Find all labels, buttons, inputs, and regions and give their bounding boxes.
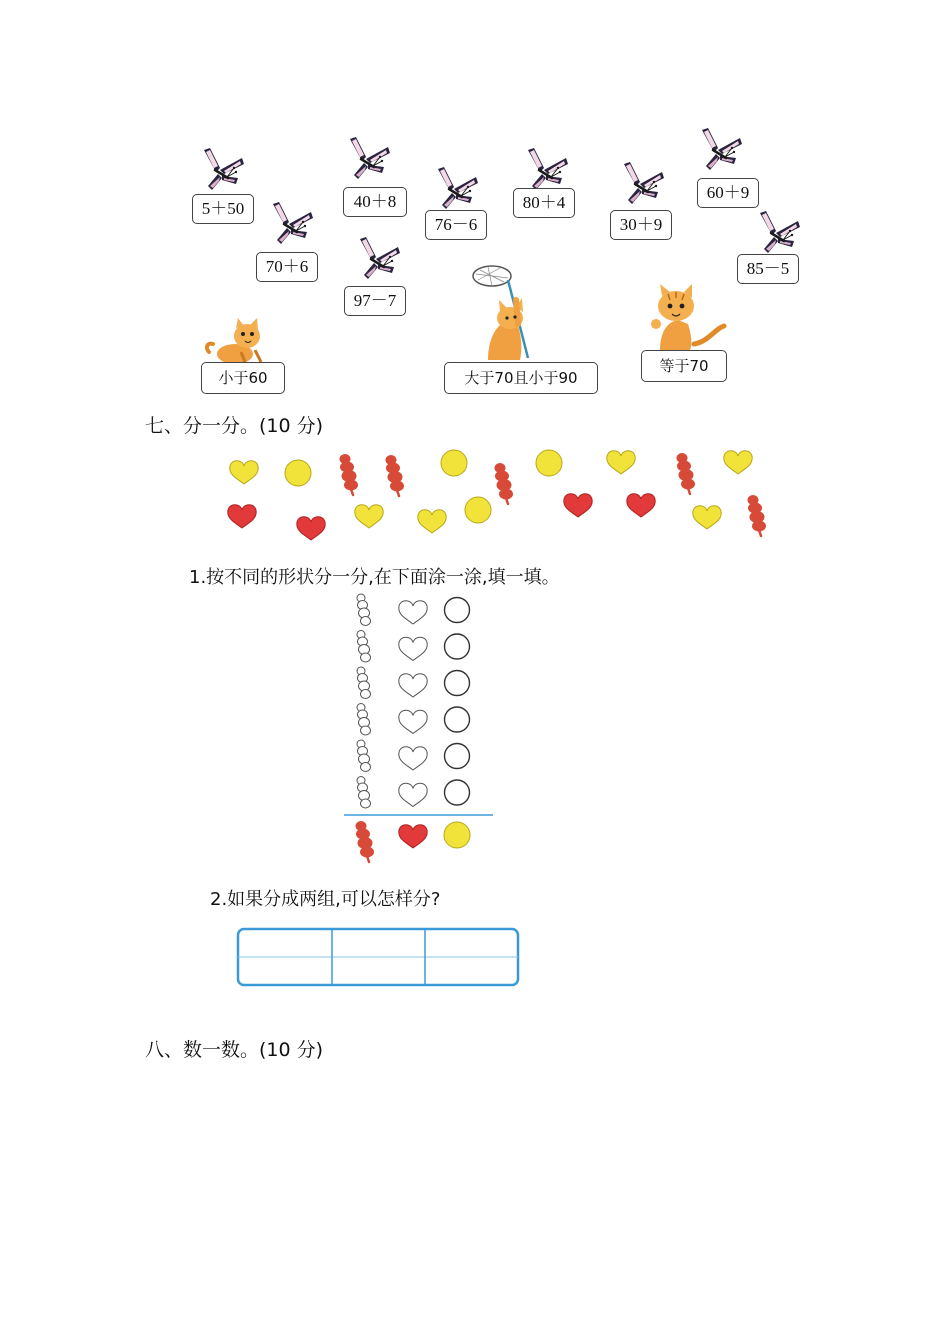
chili-outline-cell[interactable]: [357, 740, 371, 772]
answer-table[interactable]: [236, 927, 522, 989]
chili-outline-cell[interactable]: [357, 631, 371, 663]
ball-outline-cell[interactable]: [445, 671, 470, 696]
chili-icon: [356, 822, 374, 863]
butterfly-expression[interactable]: 30＋9: [610, 210, 672, 240]
butterfly-expression[interactable]: 80＋4: [513, 188, 575, 218]
butterfly-expression[interactable]: 70＋6: [256, 252, 318, 282]
chili-outline-cell[interactable]: [357, 777, 371, 809]
heart-outline-cell[interactable]: [399, 601, 427, 624]
butterfly-expression[interactable]: 40＋8: [343, 187, 407, 217]
yellow-ball-icon: [444, 822, 470, 848]
ball-outline-cell[interactable]: [445, 598, 470, 623]
butterfly-expression[interactable]: 97－7: [344, 286, 406, 316]
heart-outline-cell[interactable]: [399, 710, 427, 733]
question-2-text: 2.如果分成两组,可以怎样分?: [210, 889, 441, 910]
question-1-text: 1.按不同的形状分一分,在下面涂一涂,填一填。: [189, 567, 560, 588]
section-7-title: 七、分一分。(10 分): [145, 415, 324, 437]
ball-outline-cell[interactable]: [445, 780, 470, 805]
ball-outline-cell[interactable]: [445, 744, 470, 769]
red-heart-icon: [399, 825, 427, 848]
heart-outline-cell[interactable]: [399, 637, 427, 660]
butterfly-expression[interactable]: 60＋9: [697, 178, 759, 208]
cat-label[interactable]: 大于70且小于90: [444, 362, 598, 394]
heart-outline-cell[interactable]: [399, 747, 427, 770]
butterfly-expression[interactable]: 5＋50: [192, 194, 254, 224]
heart-outline-cell[interactable]: [399, 783, 427, 806]
chili-outline-cell[interactable]: [357, 594, 371, 626]
cat-label[interactable]: 小于60: [201, 362, 285, 394]
butterfly-expression[interactable]: 76－6: [425, 210, 487, 240]
chili-outline-cell[interactable]: [357, 667, 371, 699]
chili-outline-cell[interactable]: [357, 704, 371, 736]
cat-label[interactable]: 等于70: [641, 350, 727, 382]
butterfly-expression[interactable]: 85－5: [737, 254, 799, 284]
section-8-title: 八、数一数。(10 分): [145, 1039, 324, 1061]
heart-outline-cell[interactable]: [399, 674, 427, 697]
ball-outline-cell[interactable]: [445, 634, 470, 659]
ball-outline-cell[interactable]: [445, 707, 470, 732]
